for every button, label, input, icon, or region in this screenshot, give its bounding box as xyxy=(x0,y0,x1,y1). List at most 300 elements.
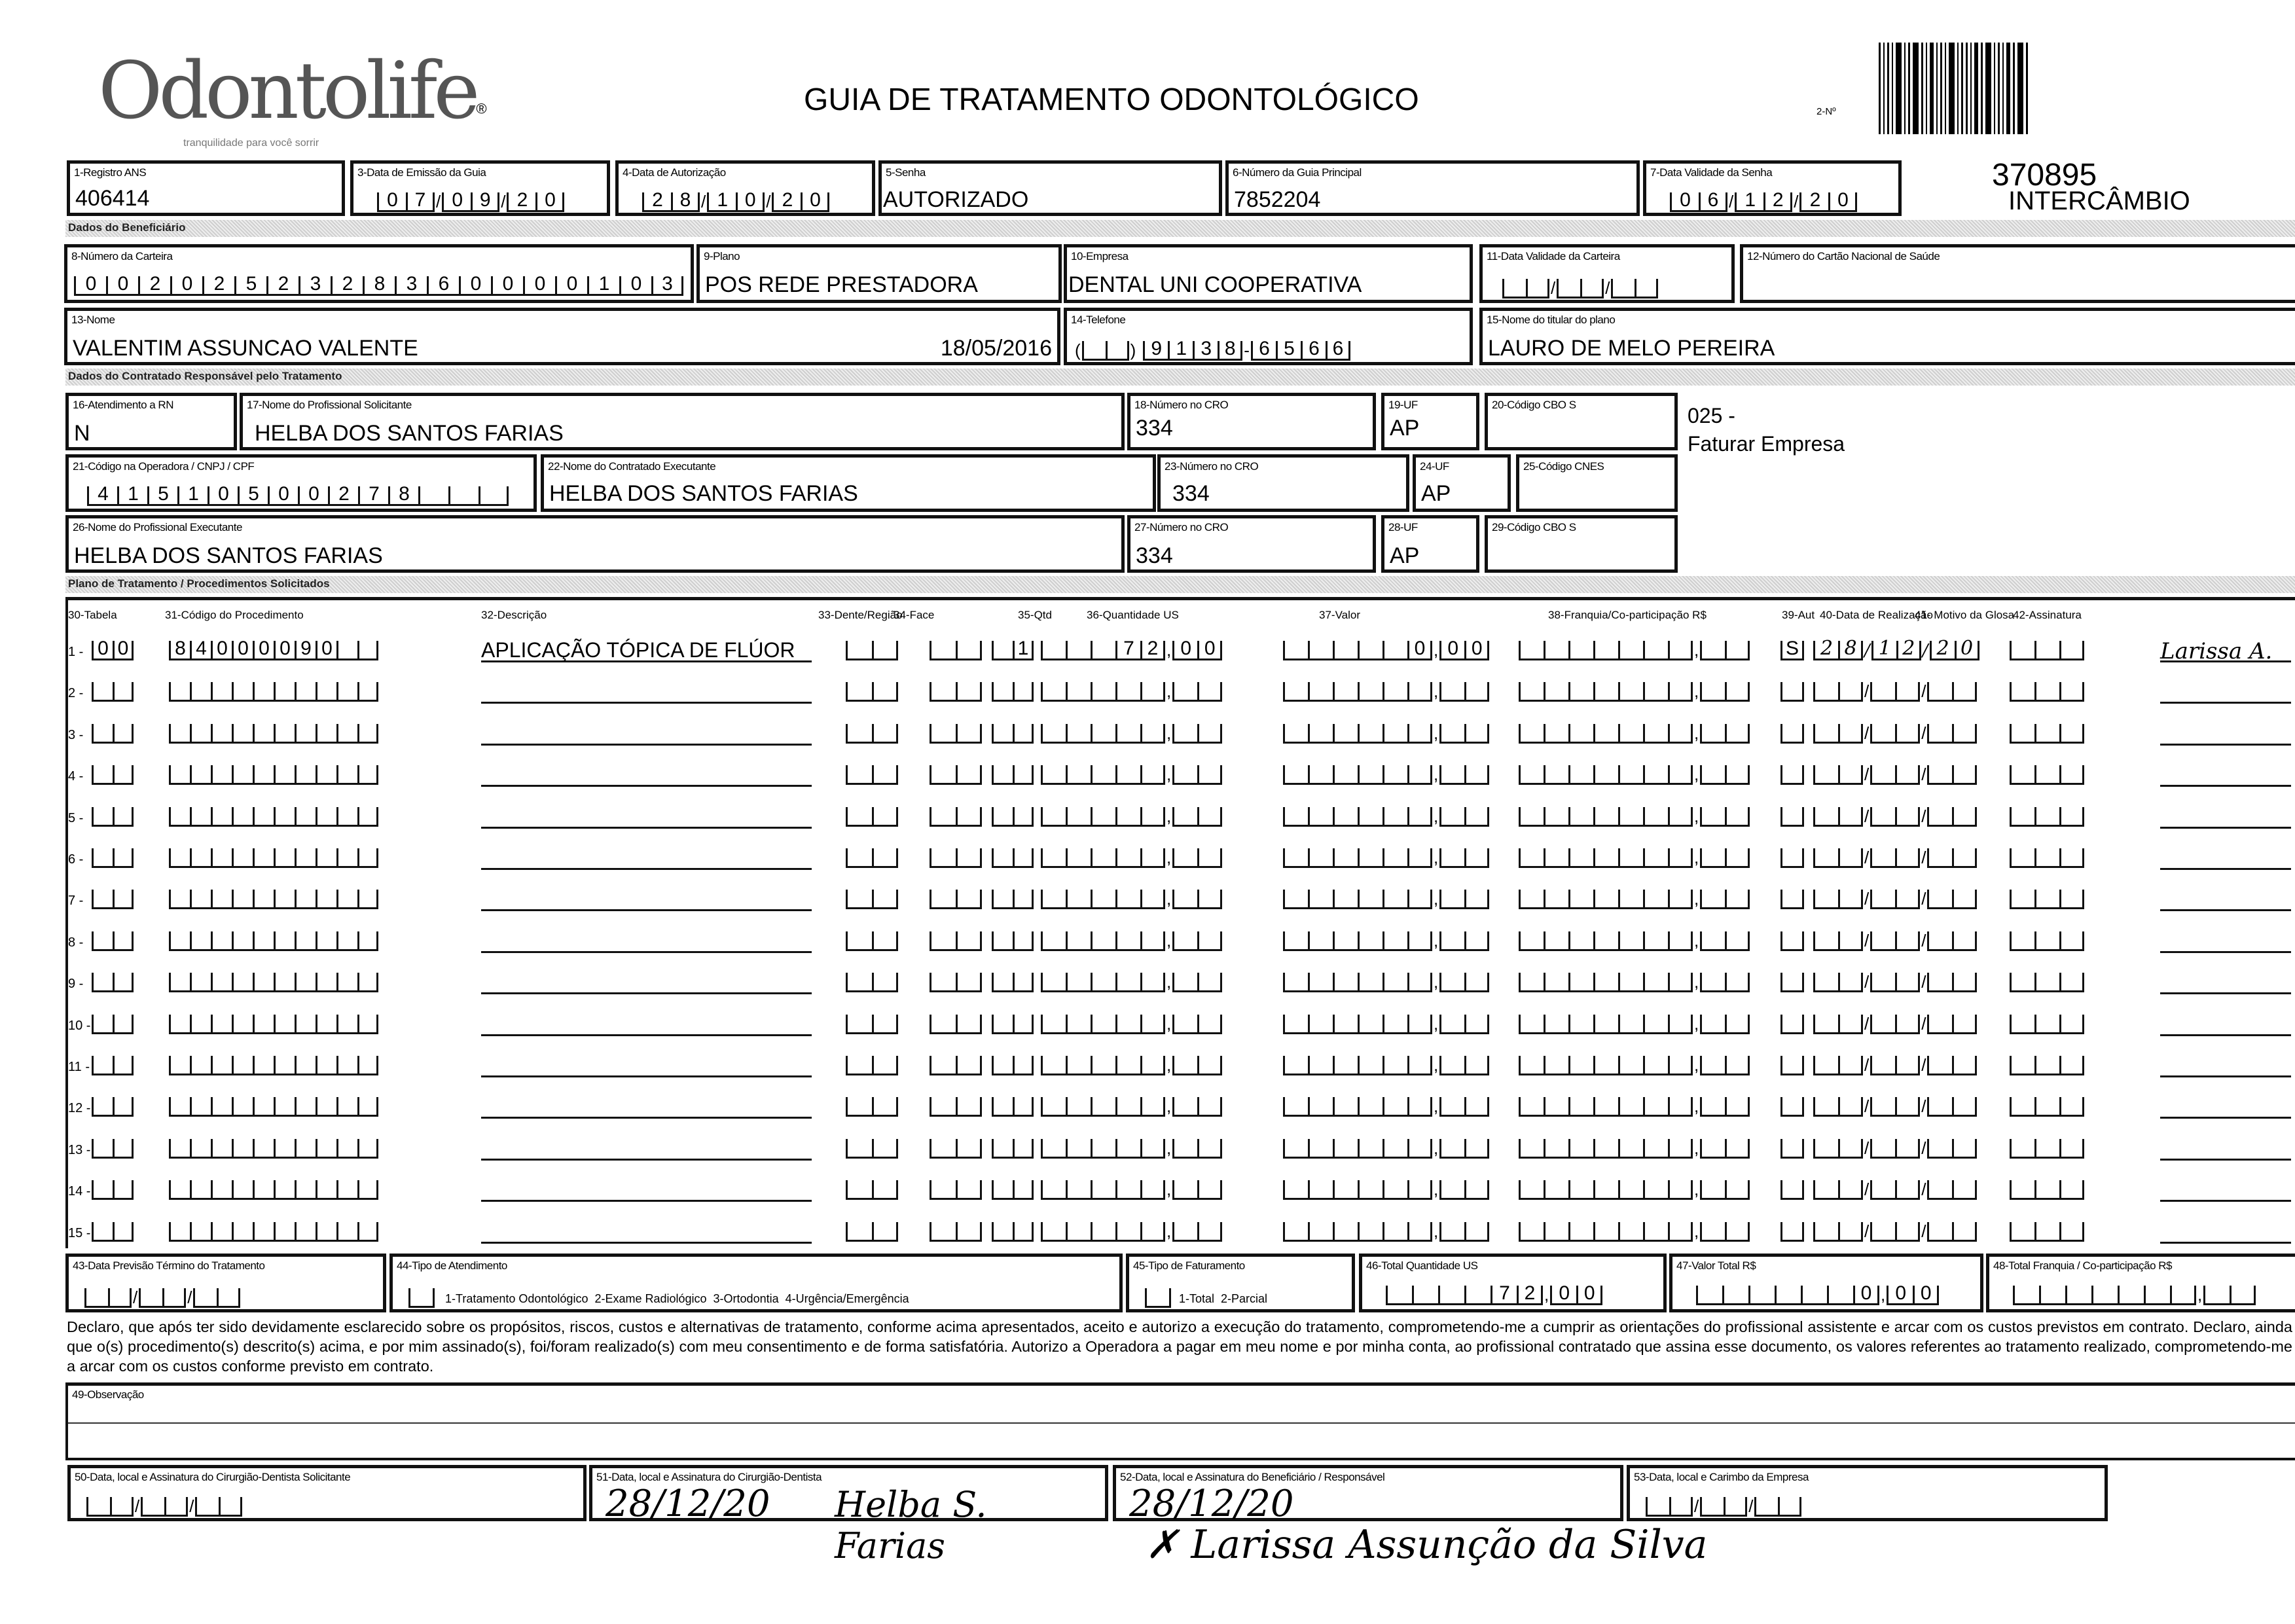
input-cells[interactable] xyxy=(1283,887,1489,909)
cbo-solicitante-field[interactable] xyxy=(1485,393,1678,450)
input-cells[interactable] xyxy=(1519,721,1750,744)
signature-field[interactable] xyxy=(2160,929,2291,953)
input-cells[interactable] xyxy=(992,721,1034,744)
input-cells[interactable] xyxy=(846,721,898,744)
input-cells[interactable] xyxy=(846,929,898,951)
cro-solicitante-field[interactable] xyxy=(1127,393,1376,450)
input-cells[interactable] xyxy=(92,887,134,909)
input-cells[interactable] xyxy=(1041,846,1222,868)
digit-cell xyxy=(1778,1497,1801,1517)
digit-cell xyxy=(1544,973,1568,992)
input-cells[interactable] xyxy=(169,1053,378,1075)
carimbo-empresa-field[interactable] xyxy=(1627,1465,2108,1521)
input-cells[interactable] xyxy=(930,970,982,992)
input-cells[interactable] xyxy=(1283,1012,1489,1034)
input-cells[interactable] xyxy=(2010,763,2084,785)
description-field[interactable] xyxy=(481,1219,812,1244)
description-field[interactable] xyxy=(481,1136,812,1161)
input-cells[interactable] xyxy=(2010,1012,2084,1034)
digit-cell xyxy=(2059,890,2084,909)
separator: / xyxy=(1864,806,1870,826)
input-cells[interactable] xyxy=(930,1178,982,1200)
guia-principal-field[interactable] xyxy=(1225,160,1640,216)
input-cells[interactable] xyxy=(1041,929,1222,951)
input-cells[interactable] xyxy=(846,1136,898,1159)
digit-cell xyxy=(1197,890,1222,909)
signature-field[interactable] xyxy=(2160,846,2291,870)
data-emissao-field[interactable] xyxy=(350,160,610,216)
input-cells[interactable] xyxy=(169,1136,378,1159)
digit-cell xyxy=(211,724,232,744)
input-cells[interactable] xyxy=(846,1012,898,1034)
digit-cell xyxy=(846,1180,872,1200)
assinatura-beneficiario-field[interactable] xyxy=(1113,1465,1623,1525)
input-cells[interactable] xyxy=(169,1012,378,1034)
input-cells[interactable] xyxy=(1283,1219,1489,1242)
description-field[interactable] xyxy=(481,679,812,704)
input-cells[interactable] xyxy=(930,929,982,951)
input-cells[interactable] xyxy=(930,679,982,702)
description-field[interactable]: APLICAÇÃO TÓPICA DE FLÚOR xyxy=(481,638,812,662)
input-cells[interactable] xyxy=(1780,1219,1804,1242)
total-franquia-field[interactable] xyxy=(1986,1254,2295,1312)
input-cells[interactable] xyxy=(846,638,898,660)
input-cells[interactable] xyxy=(1041,1053,1222,1075)
row-number: 7 - xyxy=(68,893,84,909)
input-cells[interactable] xyxy=(1283,638,1489,660)
input-cells[interactable] xyxy=(1283,679,1489,702)
barcode-bar xyxy=(1930,43,1934,134)
input-cells[interactable] xyxy=(846,804,898,827)
digit-cell xyxy=(336,848,357,868)
assinatura-cirurgiao-field[interactable] xyxy=(589,1465,1108,1566)
input-cells[interactable] xyxy=(92,763,134,785)
input-cells[interactable] xyxy=(992,1053,1034,1075)
description-field[interactable] xyxy=(481,721,812,746)
input-cells[interactable] xyxy=(930,1094,982,1117)
input-cells[interactable] xyxy=(1813,1094,1977,1117)
table-row[interactable] xyxy=(0,804,2295,837)
input-cells[interactable] xyxy=(1813,887,1977,909)
input-cells[interactable] xyxy=(846,1094,898,1117)
input-cells[interactable] xyxy=(2010,929,2084,951)
input-cells[interactable] xyxy=(1780,1012,1804,1034)
input-cells[interactable] xyxy=(1780,929,1804,951)
telefone-field[interactable] xyxy=(1064,308,1473,365)
input-cells[interactable] xyxy=(1041,1178,1222,1200)
input-cells[interactable] xyxy=(92,846,134,868)
input-cells[interactable] xyxy=(1813,1012,1977,1034)
input-cells[interactable] xyxy=(2010,804,2084,827)
input-cells[interactable] xyxy=(1283,1053,1489,1075)
atendimento-rn-field[interactable] xyxy=(65,393,237,450)
input-cells[interactable] xyxy=(92,970,134,992)
input-cells[interactable] xyxy=(1780,804,1804,827)
input-cells[interactable] xyxy=(1780,887,1804,909)
carteira-field[interactable] xyxy=(64,244,694,303)
input-cells[interactable] xyxy=(930,1219,982,1242)
input-cells[interactable] xyxy=(169,1094,378,1117)
input-cells[interactable] xyxy=(1519,929,1750,951)
input-cells[interactable] xyxy=(930,1053,982,1075)
input-cells[interactable] xyxy=(992,887,1034,909)
input-cells[interactable] xyxy=(992,1012,1034,1034)
input-cells[interactable] xyxy=(2010,1178,2084,1200)
barcode-bar xyxy=(2002,43,2004,134)
input-cells[interactable] xyxy=(1283,970,1489,992)
input-cells[interactable] xyxy=(1283,804,1489,827)
input-cells[interactable] xyxy=(1519,1012,1750,1034)
digit-cell xyxy=(1407,1056,1432,1075)
input-cells[interactable] xyxy=(92,1178,134,1200)
input-cells[interactable] xyxy=(1041,804,1222,827)
input-cells[interactable] xyxy=(1813,970,1977,992)
input-cells[interactable] xyxy=(2010,970,2084,992)
input-cells[interactable] xyxy=(930,1136,982,1159)
input-cells[interactable] xyxy=(1813,1136,1977,1159)
input-cells[interactable] xyxy=(1283,846,1489,868)
observacao-field[interactable] xyxy=(65,1382,2295,1460)
input-cells[interactable] xyxy=(1780,1094,1804,1117)
input-cells[interactable] xyxy=(2010,1053,2084,1075)
description-field[interactable] xyxy=(481,1053,812,1077)
description-field[interactable] xyxy=(481,1094,812,1119)
digit-cell xyxy=(1106,341,1129,361)
table-row[interactable] xyxy=(0,929,2295,962)
signature-field[interactable] xyxy=(2160,763,2291,787)
input-cells[interactable] xyxy=(846,1219,898,1242)
table-row[interactable] xyxy=(0,679,2295,712)
signature-field[interactable] xyxy=(2160,679,2291,704)
digit-cell xyxy=(211,1180,232,1200)
input-cells[interactable] xyxy=(1283,721,1489,744)
uf-contratado-field[interactable] xyxy=(1413,454,1511,512)
total-us-field[interactable] xyxy=(1359,1254,1667,1312)
input-cells[interactable] xyxy=(846,846,898,868)
input-cells[interactable] xyxy=(1519,1136,1750,1159)
cns-field[interactable] xyxy=(1740,244,2295,303)
input-cells[interactable] xyxy=(1813,1219,1977,1242)
input-cells[interactable] xyxy=(169,887,378,909)
uf-executante-field[interactable] xyxy=(1381,515,1479,573)
digit-cell xyxy=(1197,1222,1222,1242)
input-cells[interactable] xyxy=(1519,887,1750,909)
signature-field[interactable] xyxy=(2160,1094,2291,1119)
digit-cell: 8 xyxy=(1838,641,1863,660)
nome-field[interactable] xyxy=(64,308,1060,365)
separator: ( xyxy=(1075,340,1081,360)
input-cells[interactable] xyxy=(169,970,378,992)
digit-cell xyxy=(1091,890,1115,909)
signature-field[interactable] xyxy=(2160,887,2291,911)
input-cells[interactable] xyxy=(169,1178,378,1200)
digit-cell xyxy=(1115,1222,1140,1242)
section-title: Plano de Tratamento / Procedimentos Solicitados xyxy=(68,577,330,590)
input-cells[interactable] xyxy=(1041,1012,1222,1034)
senha-field[interactable] xyxy=(878,160,1222,216)
prof-solicitante-field[interactable] xyxy=(240,393,1125,450)
signature-field[interactable] xyxy=(2160,721,2291,746)
validade-carteira-field[interactable] xyxy=(1479,244,1735,303)
input-cells[interactable] xyxy=(846,887,898,909)
input-cells[interactable] xyxy=(846,970,898,992)
digit-cell xyxy=(274,931,295,951)
tipo-faturamento-checkbox[interactable] xyxy=(1145,1286,1171,1308)
input-cells[interactable] xyxy=(169,763,378,785)
input-cells[interactable] xyxy=(930,846,982,868)
input-cells[interactable] xyxy=(992,763,1034,785)
input-cells[interactable] xyxy=(169,804,378,827)
valor-total-field[interactable] xyxy=(1669,1254,1983,1312)
prof-executante-field[interactable] xyxy=(65,515,1125,573)
input-cells[interactable] xyxy=(1813,804,1977,827)
digit-cell xyxy=(1618,848,1643,868)
input-cells[interactable] xyxy=(92,638,134,660)
phone-cells xyxy=(1074,338,1350,361)
input-cells[interactable] xyxy=(1780,721,1804,744)
table-row[interactable] xyxy=(0,1094,2295,1127)
input-cells[interactable] xyxy=(1813,638,1979,660)
input-cells[interactable] xyxy=(1780,970,1804,992)
signature-field[interactable] xyxy=(2160,1219,2291,1244)
table-row[interactable] xyxy=(0,1053,2295,1086)
input-cells[interactable] xyxy=(1041,1094,1222,1117)
input-cells[interactable] xyxy=(2010,846,2084,868)
input-cells[interactable] xyxy=(2010,887,2084,909)
digit-cell xyxy=(872,1139,898,1159)
input-cells[interactable] xyxy=(92,1094,134,1117)
digit-cell xyxy=(1333,682,1358,702)
input-cells[interactable] xyxy=(1813,763,1977,785)
digit-cell xyxy=(1464,1222,1489,1242)
input-cells[interactable] xyxy=(92,1136,134,1159)
digit-cell xyxy=(1407,931,1432,951)
signature-field[interactable] xyxy=(2160,970,2291,994)
input-cells[interactable] xyxy=(1519,1053,1750,1075)
input-cells[interactable] xyxy=(992,1094,1034,1117)
signature-field[interactable] xyxy=(2160,1178,2291,1202)
description-field[interactable] xyxy=(481,887,812,911)
input-cells[interactable] xyxy=(92,1012,134,1034)
digit-cell xyxy=(169,1056,190,1075)
input-cells[interactable] xyxy=(846,1178,898,1200)
cro-executante-field[interactable] xyxy=(1127,515,1376,573)
table-row[interactable] xyxy=(0,887,2295,920)
input-cells[interactable] xyxy=(92,679,134,702)
table-row[interactable] xyxy=(0,1136,2295,1169)
contratado-executante-field[interactable] xyxy=(541,454,1156,512)
data-autorizacao-field[interactable] xyxy=(615,160,875,216)
billing-note-text: Faturar Empresa xyxy=(1688,432,1845,456)
digit-cell xyxy=(295,1222,316,1242)
input-cells[interactable] xyxy=(930,638,982,660)
field-label: 11-Data Validade da Carteira xyxy=(1487,250,1620,262)
cro-contratado-field[interactable] xyxy=(1157,454,1409,512)
input-cells[interactable] xyxy=(1519,1219,1750,1242)
digit-cell: 0 xyxy=(523,276,555,296)
input-cells[interactable] xyxy=(992,1136,1034,1159)
input-cells[interactable] xyxy=(1519,846,1750,868)
field-value: AP xyxy=(1390,416,1420,441)
assinatura-solicitante-field[interactable] xyxy=(67,1465,587,1521)
input-cells[interactable] xyxy=(2010,1094,2084,1117)
input-cells[interactable] xyxy=(2010,638,2084,660)
input-cells[interactable] xyxy=(1519,1094,1750,1117)
description-field[interactable] xyxy=(481,970,812,994)
input-cells[interactable] xyxy=(1283,763,1489,785)
field-label: 6-Número da Guia Principal xyxy=(1233,166,1362,179)
digit-cell: 0 xyxy=(459,276,491,296)
signature-field[interactable] xyxy=(2160,1053,2291,1077)
input-cells[interactable] xyxy=(1041,887,1222,909)
input-cells[interactable] xyxy=(2010,721,2084,744)
signature-field[interactable]: Larissa A. xyxy=(2160,638,2291,662)
input-cells[interactable] xyxy=(1780,638,1804,660)
registro-ans-field[interactable] xyxy=(67,160,345,216)
input-cells[interactable] xyxy=(992,970,1034,992)
table-row[interactable] xyxy=(0,846,2295,878)
description-field[interactable] xyxy=(481,1012,812,1036)
input-cells[interactable] xyxy=(992,638,1034,660)
input-cells[interactable] xyxy=(1519,1178,1750,1200)
uf-solicitante-field[interactable] xyxy=(1381,393,1479,450)
separator: , xyxy=(1694,723,1699,743)
input-cells[interactable] xyxy=(1519,970,1750,992)
input-cells[interactable] xyxy=(846,1053,898,1075)
input-cells[interactable] xyxy=(169,1219,378,1242)
input-cells[interactable] xyxy=(1813,1053,1977,1075)
table-row[interactable] xyxy=(0,1012,2295,1045)
input-cells[interactable] xyxy=(1041,1219,1222,1242)
input-cells[interactable] xyxy=(1041,970,1222,992)
input-cells[interactable] xyxy=(992,846,1034,868)
input-cells[interactable] xyxy=(1780,846,1804,868)
input-cells[interactable] xyxy=(930,1012,982,1034)
input-cells[interactable] xyxy=(930,887,982,909)
input-cells[interactable] xyxy=(1283,1136,1489,1159)
signature-field[interactable] xyxy=(2160,804,2291,829)
input-cells[interactable] xyxy=(92,804,134,827)
input-cells[interactable] xyxy=(1519,679,1750,702)
input-cells[interactable] xyxy=(169,638,378,660)
input-cells[interactable] xyxy=(92,1219,134,1242)
field-value: LAURO DE MELO PEREIRA xyxy=(1488,336,1775,361)
barcode-bar xyxy=(1985,43,1991,134)
digit-cell xyxy=(316,682,336,702)
input-cells[interactable] xyxy=(1519,804,1750,827)
input-cells[interactable] xyxy=(1780,1178,1804,1200)
input-cells[interactable] xyxy=(1519,638,1750,660)
digit-cell xyxy=(1358,1097,1382,1117)
digit-cell xyxy=(930,1056,956,1075)
signature-field[interactable] xyxy=(2160,1136,2291,1161)
digit-cell xyxy=(846,848,872,868)
description-field[interactable] xyxy=(481,1178,812,1202)
input-cells[interactable] xyxy=(846,679,898,702)
tipo-atendimento-field[interactable] xyxy=(389,1254,1123,1312)
input-cells[interactable] xyxy=(169,929,378,951)
digit-cell xyxy=(1780,1139,1804,1159)
input-cells[interactable] xyxy=(2010,1219,2084,1242)
description-field[interactable] xyxy=(481,929,812,953)
input-cells[interactable] xyxy=(92,721,134,744)
digit-cell xyxy=(86,1497,110,1517)
tipo-atendimento-checkbox[interactable] xyxy=(408,1286,435,1308)
input-cells[interactable] xyxy=(992,1219,1034,1242)
previsao-termino-field[interactable] xyxy=(65,1254,386,1312)
input-cells[interactable] xyxy=(169,846,378,868)
input-cells[interactable] xyxy=(1041,638,1222,660)
titular-field[interactable] xyxy=(1479,308,2295,365)
input-cells[interactable] xyxy=(1283,929,1489,951)
input-cells[interactable] xyxy=(1813,929,1977,951)
digit-cell: 0 xyxy=(535,192,564,212)
input-cells[interactable] xyxy=(92,929,134,951)
input-cells[interactable] xyxy=(930,804,982,827)
digit-cell xyxy=(1780,724,1804,744)
input-cells[interactable] xyxy=(169,679,378,702)
input-cells[interactable] xyxy=(1813,846,1977,868)
input-cells[interactable] xyxy=(2010,1136,2084,1159)
input-cells[interactable] xyxy=(1041,763,1222,785)
codigo-operadora-field[interactable] xyxy=(65,454,537,512)
digit-cell xyxy=(217,1288,240,1308)
table-row[interactable] xyxy=(0,1219,2295,1252)
input-cells[interactable] xyxy=(1519,763,1750,785)
cnes-field[interactable] xyxy=(1516,454,1678,512)
input-cells[interactable] xyxy=(1780,1136,1804,1159)
input-cells[interactable] xyxy=(1780,1053,1804,1075)
input-cells[interactable] xyxy=(992,804,1034,827)
input-cells[interactable] xyxy=(1813,721,1977,744)
input-cells[interactable] xyxy=(92,1053,134,1075)
input-cells[interactable] xyxy=(1813,679,1977,702)
input-cells[interactable] xyxy=(992,929,1034,951)
input-cells[interactable] xyxy=(1041,679,1222,702)
empresa-field[interactable] xyxy=(1064,244,1473,303)
date-cells xyxy=(1646,1494,1801,1517)
description-field[interactable] xyxy=(481,846,812,870)
table-row[interactable] xyxy=(0,1178,2295,1210)
plano-field[interactable] xyxy=(696,244,1062,303)
input-cells[interactable] xyxy=(846,763,898,785)
input-cells[interactable] xyxy=(992,679,1034,702)
cbo-executante-field[interactable] xyxy=(1485,515,1678,573)
input-cells[interactable] xyxy=(1041,721,1222,744)
input-cells[interactable] xyxy=(1780,763,1804,785)
input-cells[interactable] xyxy=(930,721,982,744)
signature-field[interactable] xyxy=(2160,1012,2291,1036)
table-row[interactable] xyxy=(0,970,2295,1003)
table-row[interactable] xyxy=(0,721,2295,754)
tipo-faturamento-field[interactable] xyxy=(1126,1254,1355,1312)
validade-senha-field[interactable] xyxy=(1643,160,1902,216)
input-cells[interactable] xyxy=(1283,1178,1489,1200)
input-cells[interactable] xyxy=(2010,679,2084,702)
input-cells[interactable] xyxy=(1041,1136,1222,1159)
description-field[interactable] xyxy=(481,804,812,829)
digit-cell xyxy=(1041,807,1066,827)
input-cells[interactable] xyxy=(169,721,378,744)
input-cells[interactable] xyxy=(1780,679,1804,702)
input-cells[interactable] xyxy=(992,1178,1034,1200)
input-cells[interactable] xyxy=(1283,1094,1489,1117)
input-cells[interactable] xyxy=(930,763,982,785)
table-row[interactable] xyxy=(0,763,2295,795)
table-row[interactable] xyxy=(0,638,2295,671)
input-cells[interactable] xyxy=(1813,1178,1977,1200)
description-field[interactable] xyxy=(481,763,812,787)
